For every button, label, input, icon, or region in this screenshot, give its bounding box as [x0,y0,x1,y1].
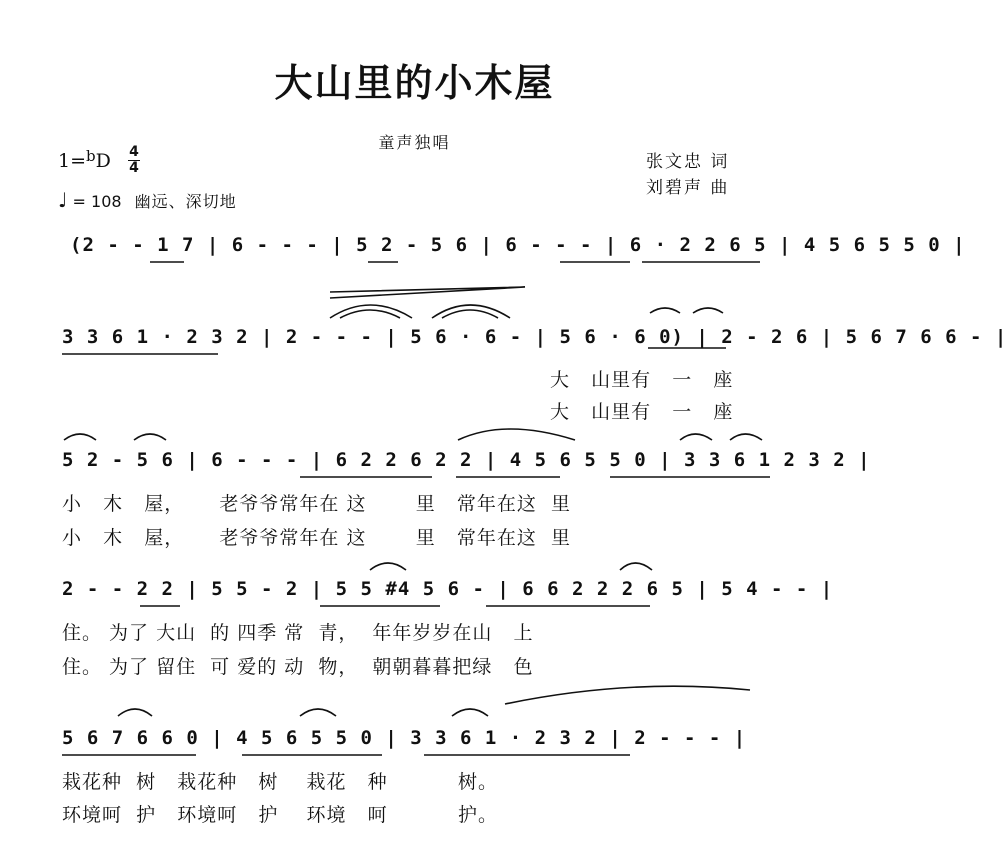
lyrics-row-4-verse-2: 住。 为了 留住 可 爱的 动 物， 朝朝暮暮把绿 色 [62,656,534,678]
slur [680,434,712,440]
slur [134,434,166,440]
slur [458,429,575,440]
subtitle: 童声独唱 [378,133,451,152]
slur [730,434,762,440]
notation-row-3: 5 2 - 5 6 | 6 - - - | 6 2 2 6 2 2 | 4 5 6 5 5 0 | 3 3 6 1 2 3 2 | [62,449,871,471]
slur [432,305,510,318]
meter-bottom: 4 [129,160,139,176]
slur [650,308,680,313]
crescendo-hairpin [330,287,525,298]
slur [693,308,723,313]
lyrics-row-4-verse-1: 住。 为了 大山 的 四季 常 青， 年年岁岁在山 上 [62,622,534,644]
tempo-expression: 幽远、深切地 [134,192,237,211]
slur [330,305,412,318]
slur [370,563,406,570]
slur [340,310,400,318]
quarter-note-icon: ♩ [58,188,68,212]
tempo-marking [58,188,237,212]
tempo-bpm: = 108 [72,192,122,211]
page-title: 大山里的小木屋 [274,60,555,105]
notation-row-1: (2 - - 1 7 | 6 - - - | 5 2 - 5 6 | 6 - - - | 6 · 2 2 6 5 | 4 5 6 5 5 0 | [70,234,966,256]
meter-top: 4 [129,144,139,160]
key-signature [58,147,111,172]
key-tonic: D [95,150,111,172]
lyrics-row-3-verse-1: 小 木 屋， 老爷爷常年在 这 里 常年在这 里 [62,493,571,515]
time-signature [128,146,140,175]
slur [64,434,96,440]
notation-row-4: 2 - - 2 2 | 5 5 - 2 | 5 5 #4 5 6 - | 6 6 2 2 2 6 5 | 5 4 - - | [62,578,834,600]
slur [452,709,488,716]
lyrics-row-2-verse-2: 大 山里有 一 座 [550,401,734,423]
slur [442,310,498,318]
key-prefix: 1= [58,150,87,172]
lyrics-row-2-verse-1: 大 山里有 一 座 [550,369,734,391]
lyricist-credit: 张文忠 词 [646,152,730,172]
long-slur [505,686,750,704]
composer-credit: 刘碧声 曲 [646,178,730,198]
slur [118,709,152,716]
slur [300,709,336,716]
lyrics-row-5-verse-1: 栽花种 树 栽花种 树 栽花 种 树。 [62,771,498,793]
slur [620,563,652,570]
notation-row-2: 3 3 6 1 · 2 3 2 | 2 - - - | 5 6 · 6 - | 5 6 · 6 0) | 2 - 2 6 | 5 6 7 6 6 - | [62,326,1007,348]
notation-row-5: 5 6 7 6 6 0 | 4 5 6 5 5 0 | 3 3 6 1 · 2 3 2 | 2 - - - | [62,727,747,749]
lyrics-row-5-verse-2: 环境呵 护 环境呵 护 环境 呵 护。 [62,804,498,826]
flat-sign: b [86,147,96,165]
lyrics-row-3-verse-2: 小 木 屋， 老爷爷常年在 这 里 常年在这 里 [62,527,571,549]
